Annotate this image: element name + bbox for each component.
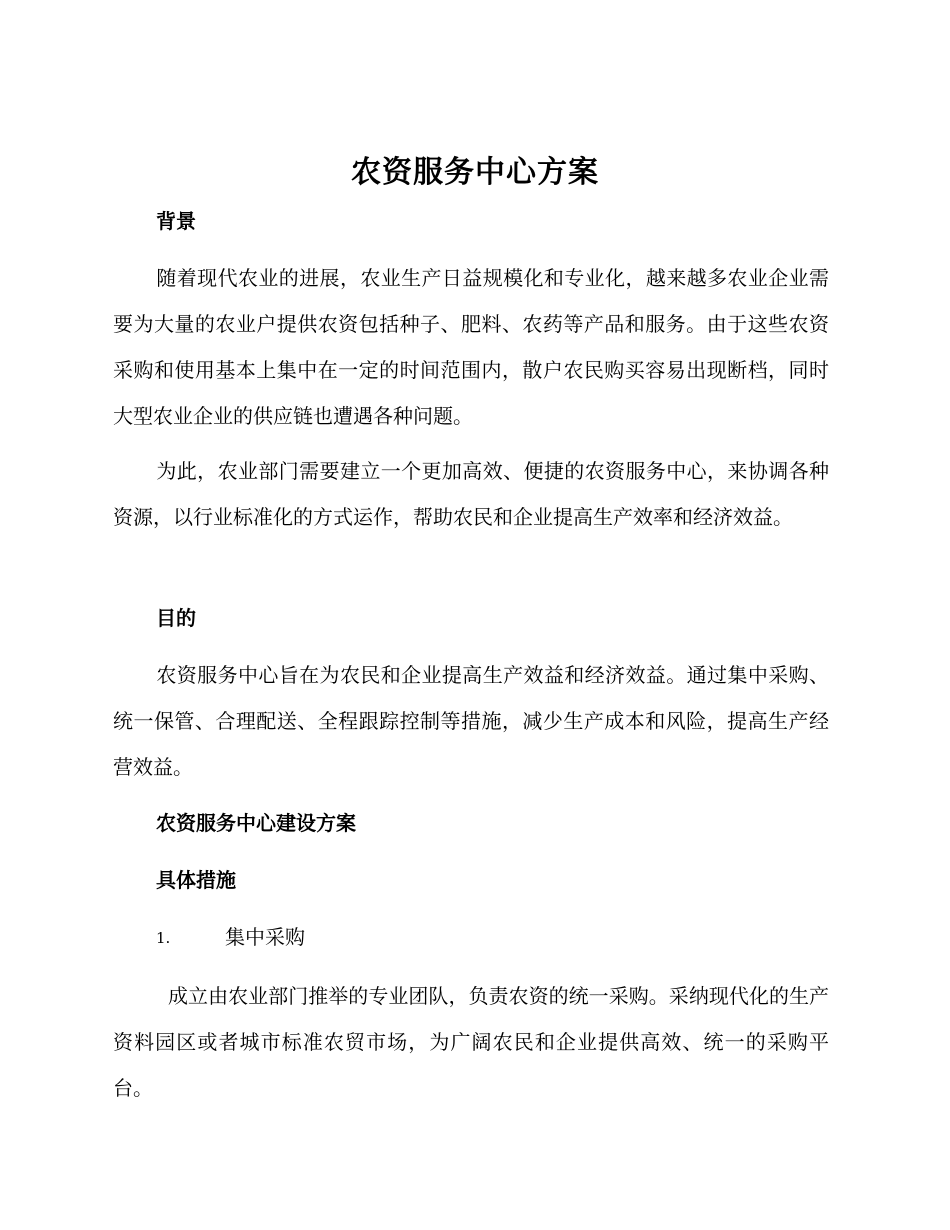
document-title: 农资服务中心方案 <box>351 155 599 190</box>
paragraph-background-1 <box>113 255 829 439</box>
list-item-number: 1. <box>156 929 171 947</box>
section-heading-measures: 具体措施 <box>156 868 236 892</box>
paragraph-text: 随着现代农业的进展，农业生产日益规模化和专业化，越来越多农业企业需要为大量的农业户提供农资包括种子、肥料、农药等产品和服务。由于这些农资采购和使用基本上集中在一定的时间范围内，散户农民购买容易出现断档，同时大型农业企业的供应链也遭遇各种问题。 <box>113 266 829 428</box>
section-heading-plan: 农资服务中心建设方案 <box>156 811 356 835</box>
paragraph-text: 成立由农业部门推举的专业团队，负责农资的统一采购。采纳现代化的生产资料园区或者城市标准农贸市场，为广阔农民和企业提供高效、统一的采购平台。 <box>113 984 829 1100</box>
section-heading-background: 背景 <box>156 209 196 233</box>
section-heading-purpose: 目的 <box>156 606 196 630</box>
paragraph-procurement-1 <box>113 973 829 1111</box>
paragraph-purpose-1 <box>113 652 829 790</box>
paragraph-background-2 <box>113 448 829 540</box>
list-item-label: 集中采购 <box>225 925 305 949</box>
paragraph-text: 农资服务中心旨在为农民和企业提高生产效益和经济效益。通过集中采购、统一保管、合理配送、全程跟踪控制等措施，减少生产成本和风险，提高生产经营效益。 <box>113 663 829 779</box>
paragraph-text: 为此，农业部门需要建立一个更加高效、便捷的农资服务中心，来协调各种资源，以行业标准化的方式运作，帮助农民和企业提高生产效率和经济效益。 <box>113 459 829 529</box>
